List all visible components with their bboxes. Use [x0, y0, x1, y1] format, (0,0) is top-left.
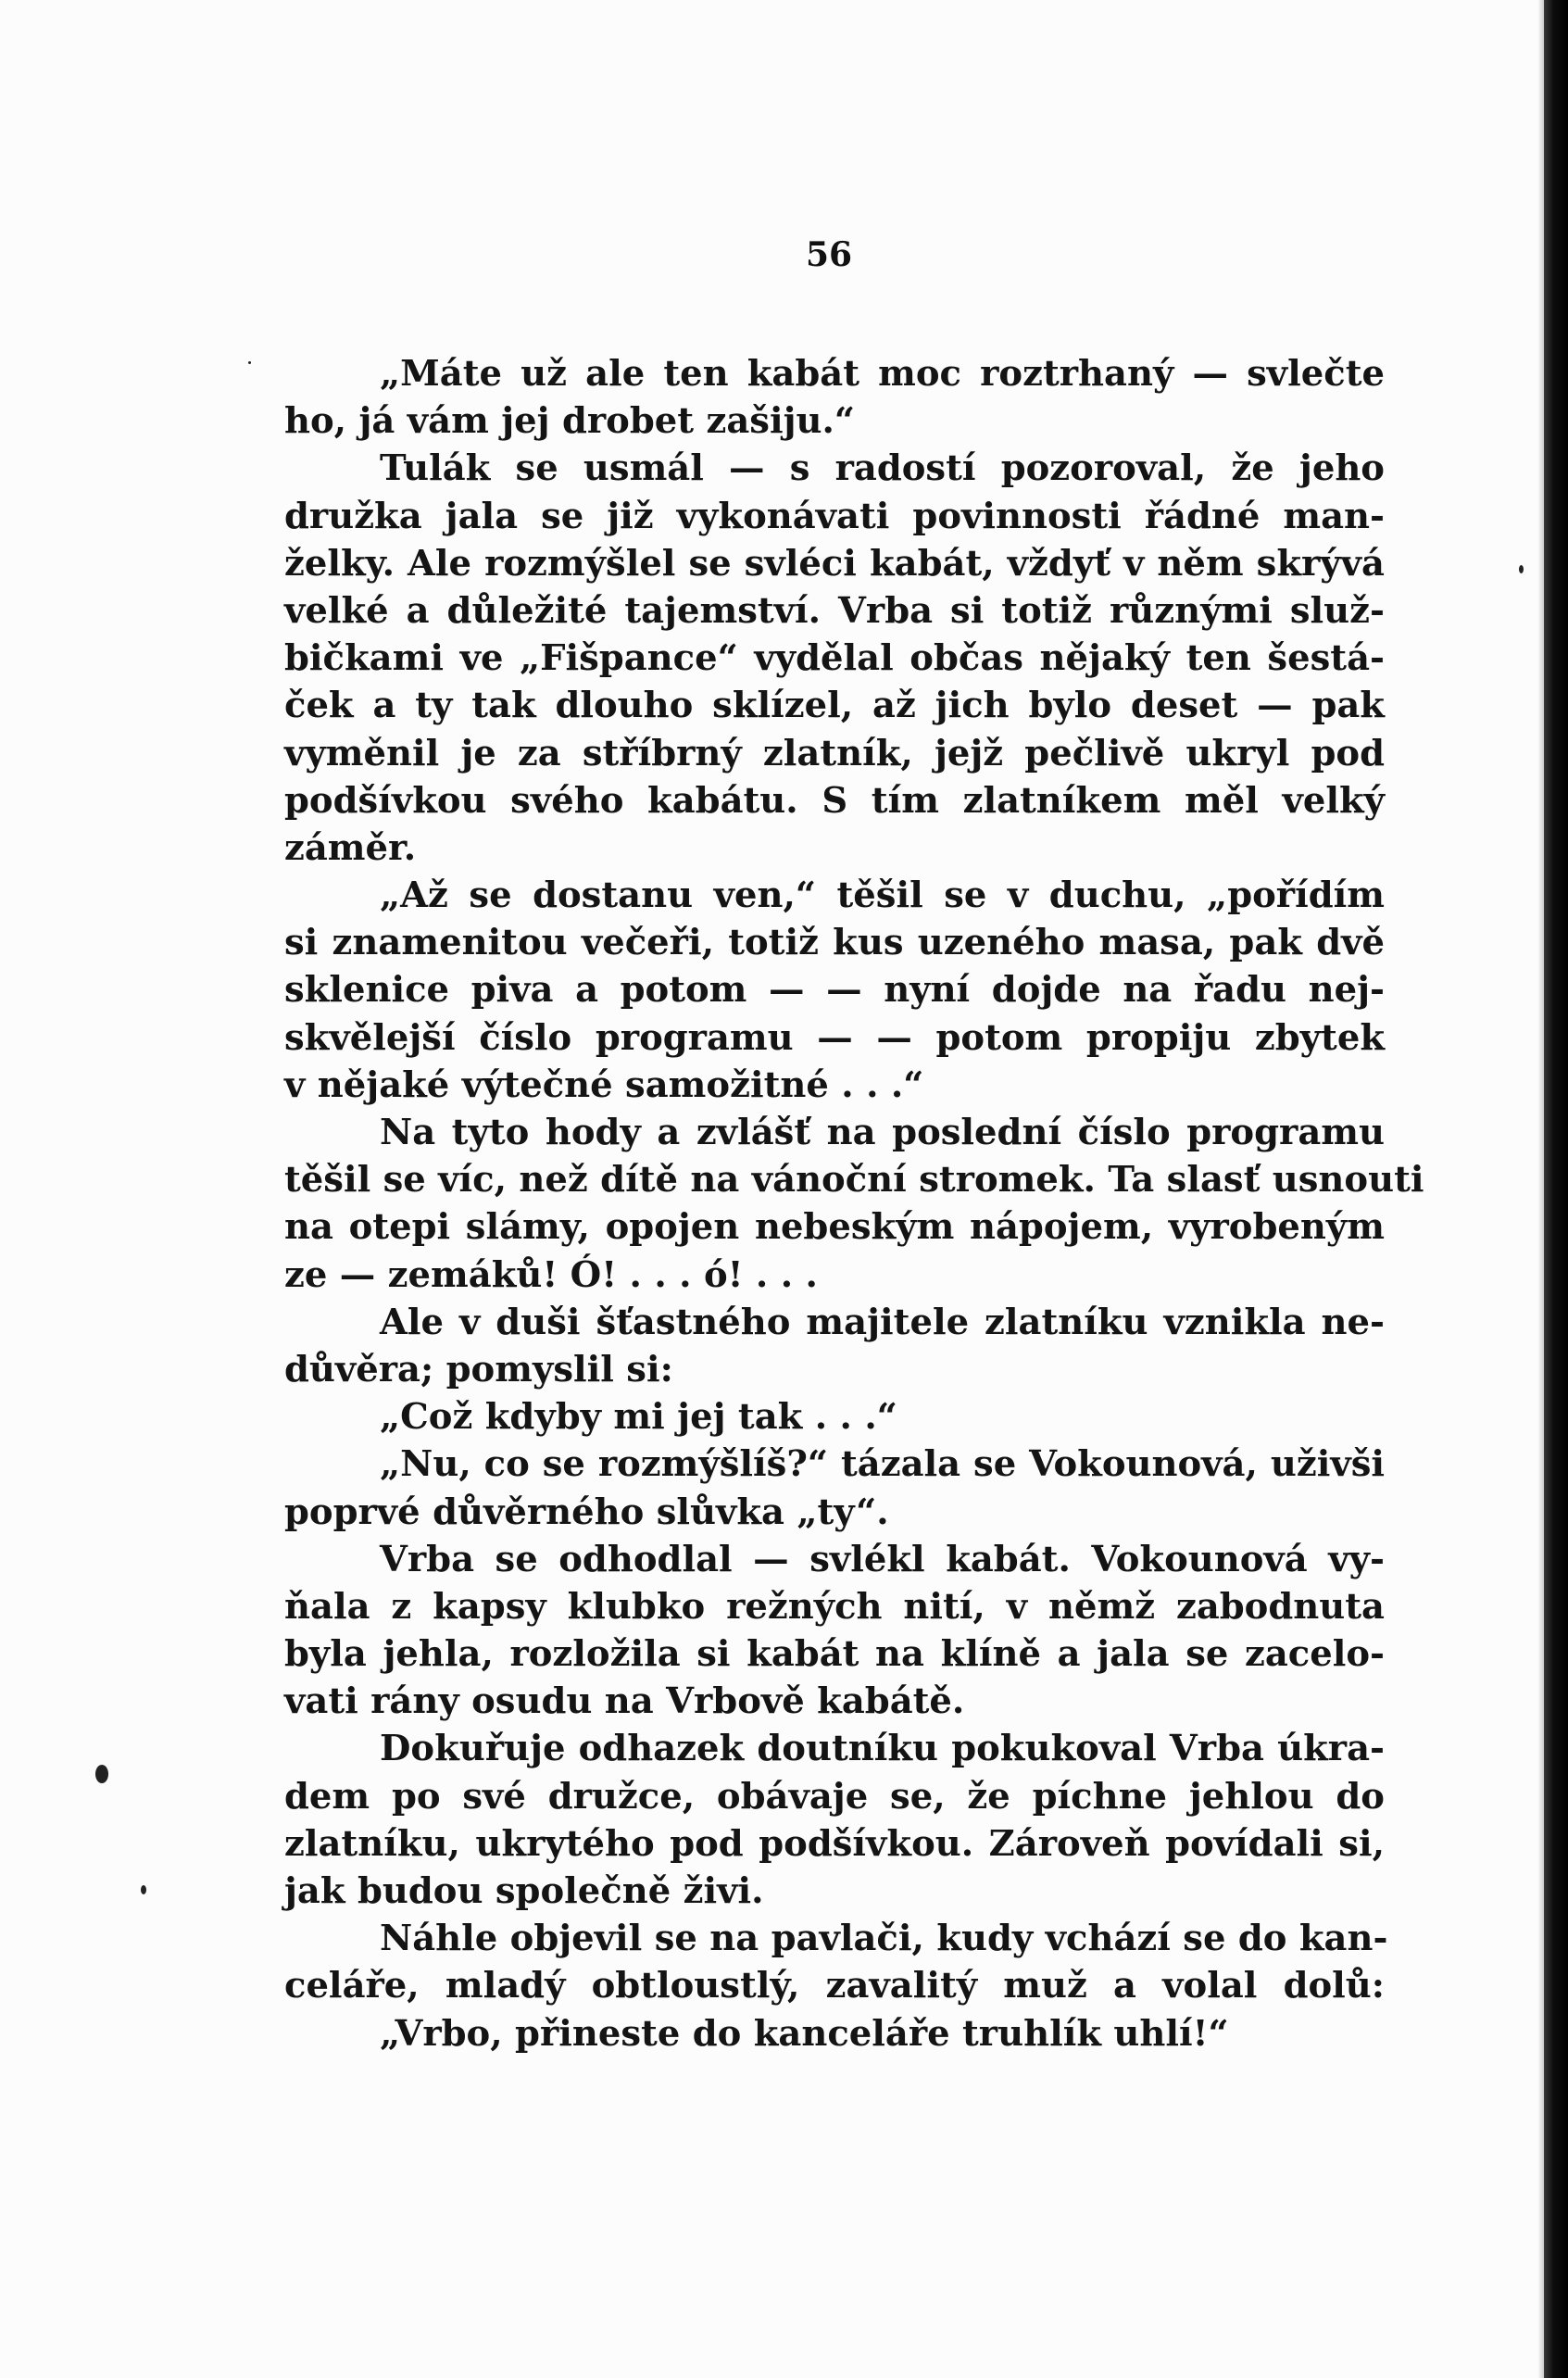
- text-line: ho, já vám jej drobet zašiju.“: [284, 400, 856, 443]
- text-line: želky. Ale rozmýšlel se svléci kabát, vždyť v něm skrývá: [284, 542, 1385, 585]
- text-line: ček a ty tak dlouho sklízel, až jich bylo deset — pak: [284, 685, 1385, 727]
- text-line: na otepi slámy, opojen nebeským nápojem, vyrobeným: [284, 1206, 1385, 1249]
- ink-speck: [1519, 565, 1524, 573]
- text-line: zlatníku, ukrytého pod podšívkou. Zároveň povídali si,: [284, 1822, 1385, 1865]
- text-line: „Nu, co se rozmýšlíš?“ tázala se Vokounová, uživši: [380, 1443, 1385, 1486]
- text-line: ze — zemáků! Ó! . . . ó! . . .: [284, 1253, 818, 1296]
- text-line: sklenice piva a potom — — nyní dojde na řadu nej-: [284, 969, 1385, 1012]
- ink-speck: [248, 361, 251, 364]
- text-line: „Až se dostanu ven,“ těšil se v duchu, „pořídím: [380, 874, 1385, 917]
- text-line: bičkami ve „Fišpance“ vydělal občas nějaký ten šestá-: [284, 637, 1385, 680]
- text-line: Ale v duši šťastného majitele zlatníku vznikla ne-: [380, 1301, 1385, 1343]
- text-line: dem po své družce, obávaje se, že píchne jehlou do: [284, 1775, 1385, 1818]
- ink-speck: [141, 1885, 146, 1894]
- text-line: Vrba se odhodlal — svlékl kabát. Vokounová vy-: [380, 1538, 1385, 1580]
- text-line: těšil se víc, než dítě na vánoční stromek. Ta slasť usnouti: [284, 1159, 1424, 1202]
- text-line: poprvé důvěrného slůvka „ty“.: [284, 1491, 889, 1533]
- text-line: „Vrbo, přineste do kanceláře truhlík uhlí!“: [380, 2012, 1229, 2055]
- text-line: velké a důležité tajemství. Vrba si totiž různými služ-: [284, 589, 1385, 632]
- text-line: byla jehla, rozložila si kabát na klíně a jala se zacelo-: [284, 1633, 1385, 1676]
- text-line: „Máte už ale ten kabát moc roztrhaný — svlečte: [380, 353, 1385, 395]
- body-text: [284, 350, 1424, 2057]
- binding-edge: [1544, 0, 1568, 2378]
- text-line: vyměnil je za stříbrný zlatník, jejž pečlivě ukryl pod: [284, 732, 1385, 774]
- text-line: si znamenitou večeři, totiž kus uzeného masa, pak dvě: [284, 922, 1385, 964]
- text-line: Náhle objevil se na pavlači, kudy vchází se do kan-: [380, 1918, 1388, 1960]
- text-line: v nějaké výtečné samožitné . . .“: [284, 1063, 924, 1106]
- text-line: ňala z kapsy klubko režných nití, v němž zabodnuta: [284, 1585, 1385, 1628]
- text-line: podšívkou svého kabátu. S tím zlatníkem měl velký: [284, 779, 1385, 822]
- text-line: Na tyto hody a zvlášť na poslední číslo programu: [380, 1112, 1385, 1153]
- text-line: družka jala se již vykonávati povinnosti řádné man-: [284, 495, 1385, 537]
- text-line: důvěra; pomyslil si:: [284, 1348, 673, 1390]
- text-line: jak budou společně živi.: [284, 1870, 764, 1912]
- text-line: záměr.: [284, 826, 417, 869]
- text-line: skvělejší číslo programu — — potom propiju zbytek: [284, 1016, 1385, 1059]
- page-number: 56: [805, 235, 853, 274]
- ink-speck: [95, 1765, 108, 1783]
- text-line: vati rány osudu na Vrbově kabátě.: [284, 1680, 965, 1723]
- text-line: Tulák se usmál — s radostí pozoroval, že jeho: [380, 447, 1385, 490]
- text-line: „Což kdyby mi jej tak . . .“: [380, 1396, 897, 1439]
- text-line: celáře, mladý obtloustlý, zavalitý muž a volal dolů:: [284, 1965, 1385, 2007]
- text-line: Dokuřuje odhazek doutníku pokukoval Vrba úkra-: [380, 1728, 1385, 1770]
